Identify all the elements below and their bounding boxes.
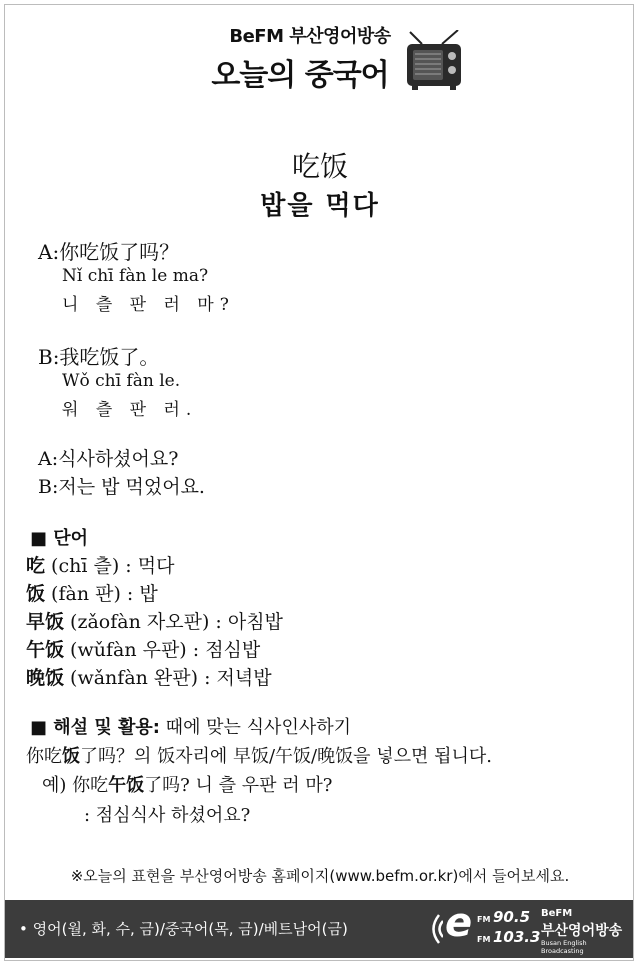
usage-line-2: 예) 你吃午饭了吗? 니 츨 우판 러 마? <box>42 775 333 796</box>
broadcast-schedule: • 영어(월, 화, 수, 금)/중국어(목, 금)/베트남어(금) <box>19 920 348 938</box>
vocab-item: 早饭 (zǎofàn 자오판) : 아침밥 <box>26 611 283 633</box>
dialogue-a-meaning: A:식사하셨어요? <box>38 448 179 470</box>
logo-letter: e <box>445 900 473 946</box>
usage-line-3: : 점심식사 하셨어요? <box>84 805 251 826</box>
homepage-notice: ※오늘의 표현을 부산영어방송 홈페이지(www.befm.or.kr)에서 들어보세요. <box>70 867 570 885</box>
lesson-title-kr: 밥을 먹다 <box>260 191 380 221</box>
usage-heading: ■ 해설 및 활용: 때에 맞는 식사인사하기 <box>30 717 351 738</box>
fm-label: FM <box>477 935 491 944</box>
lesson-title-cn: 吃饭 <box>291 150 348 183</box>
brand-subtitle: BeFM 부산영어방송 <box>229 26 391 47</box>
usage-line-1: 你吃饭了吗？의 饭자리에 早饭/午饭/晚饭을 넣으면 됩니다. <box>26 746 493 767</box>
befm-logo <box>425 900 630 955</box>
dialogue-a-pinyin: Nǐ chī fàn le ma? <box>62 266 209 286</box>
header <box>0 22 640 94</box>
bullet-square-icon: ■ <box>30 528 54 549</box>
dialogue-b-korean: 워 츨 판 러. <box>62 400 198 420</box>
dialogue-a-korean: 니 츨 판 러 마? <box>62 295 235 315</box>
logo-name-en: BeFM <box>541 908 573 919</box>
vocab-heading: ■ 단어 <box>30 528 89 549</box>
radio-icon <box>404 30 464 92</box>
logo-tagline: Busan English Broadcasting <box>541 939 587 955</box>
fm-label: FM <box>477 915 491 924</box>
vocab-item: 吃 (chī 츨) : 먹다 <box>26 555 175 577</box>
vocab-item: 晚饭 (wǎnfàn 완판) : 저녁밥 <box>26 667 272 689</box>
vocab-item: 饭 (fàn 판) : 밥 <box>26 583 158 605</box>
frequency-1: 90.5 <box>493 908 531 926</box>
bullet-square-icon: ■ <box>30 717 54 738</box>
footer-bar <box>5 900 633 958</box>
frequency-2: 103.3 <box>493 928 541 946</box>
logo-name-kr: 부산영어방송 <box>541 923 623 939</box>
dialogue-b-meaning: B:저는 밥 먹었어요. <box>38 476 205 498</box>
dialogue-b-pinyin: Wǒ chī fàn le. <box>62 371 181 391</box>
dialogue-a-line: A:你吃饭了吗？ <box>38 240 180 264</box>
brand-title: 오늘의 중국어 <box>211 58 389 93</box>
radio-waves-icon <box>425 912 443 946</box>
dialogue-b-line: B:我吃饭了。 <box>38 345 160 369</box>
vocab-item: 午饭 (wǔfàn 우판) : 점심밥 <box>26 639 261 661</box>
